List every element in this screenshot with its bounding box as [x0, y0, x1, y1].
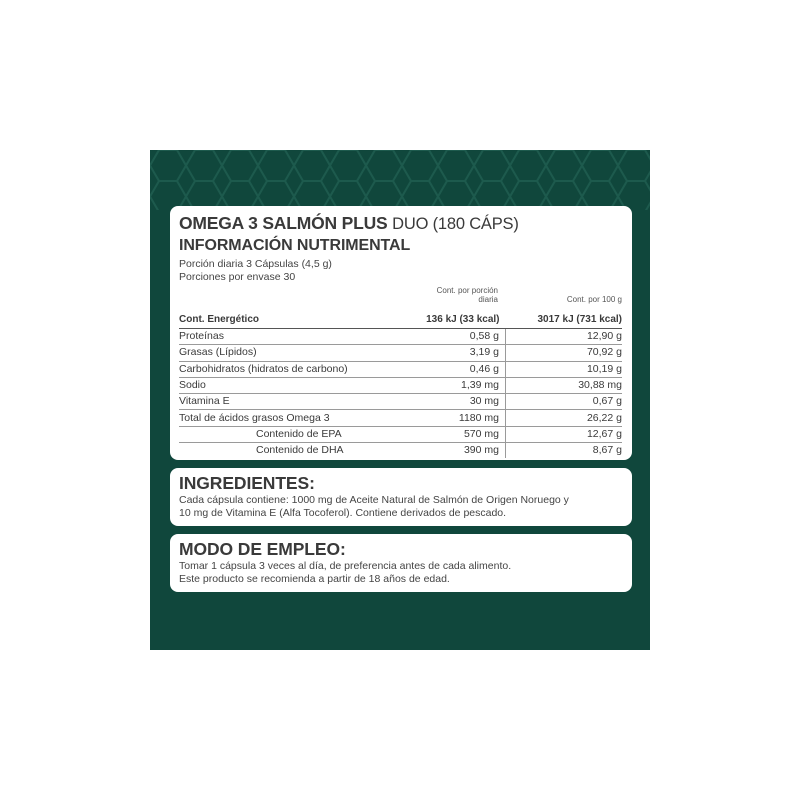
label-panel	[150, 150, 650, 650]
col-per-100: Cont. por 100 g	[566, 295, 622, 304]
row-per-100: 70,92 g	[506, 345, 623, 361]
servings-per-container: Porciones por envase 30	[179, 271, 296, 283]
row-per-serving: 3,19 g	[399, 345, 506, 361]
row-per-serving: 1,39 mg	[399, 377, 506, 393]
hexagon-pattern	[150, 150, 650, 210]
nutrition-title: INFORMACIÓN NUTRIMENTAL	[179, 237, 411, 254]
usage-card	[170, 534, 632, 592]
row-per-100: 3017 kJ (731 kcal)	[506, 311, 623, 329]
row-label: Sodio	[179, 377, 399, 393]
row-per-100: 0,67 g	[506, 394, 623, 410]
table-row	[179, 377, 622, 393]
table-row	[179, 394, 622, 410]
table-row	[179, 329, 622, 345]
ingredients-line-2: 10 mg de Vitamina E (Alfa Tocoferol). Contiene derivados de pescado.	[179, 507, 507, 519]
row-label: Proteínas	[179, 329, 399, 345]
ingredients-card	[170, 468, 632, 526]
table-row	[179, 443, 622, 459]
row-label: Contenido de EPA	[179, 426, 399, 442]
row-per-serving: 0,58 g	[399, 329, 506, 345]
row-per-serving: 570 mg	[399, 426, 506, 442]
row-per-100: 12,67 g	[506, 426, 623, 442]
nutrition-card	[170, 206, 632, 460]
row-per-serving: 0,46 g	[399, 361, 506, 377]
column-headers	[179, 284, 622, 311]
table-row	[179, 410, 622, 426]
table-row	[179, 361, 622, 377]
product-title	[179, 212, 622, 235]
row-per-100: 26,22 g	[506, 410, 623, 426]
row-per-100: 30,88 mg	[506, 377, 623, 393]
row-per-100: 10,19 g	[506, 361, 623, 377]
usage-line-2: Este producto se recomienda a partir de 18 años de edad.	[179, 573, 450, 585]
row-per-serving: 136 kJ (33 kcal)	[399, 311, 506, 329]
nutrition-table	[179, 311, 622, 458]
row-per-serving: 30 mg	[399, 394, 506, 410]
ingredients-title: INGREDIENTES:	[179, 473, 315, 493]
table-row	[179, 426, 622, 442]
serving-size: Porción diaria 3 Cápsulas (4,5 g)	[179, 258, 332, 270]
usage-title: MODO DE EMPLEO:	[179, 539, 346, 559]
col-per-serving: Cont. por porción diaria	[436, 286, 498, 304]
row-label: Total de ácidos grasos Omega 3	[179, 410, 399, 426]
product-name: OMEGA 3 SALMÓN PLUS	[179, 213, 388, 233]
table-row	[179, 345, 622, 361]
row-per-serving: 390 mg	[463, 444, 499, 457]
row-label: Contenido de DHA	[256, 444, 344, 457]
product-variant: DUO (180 CÁPS)	[392, 215, 519, 233]
usage-line-1: Tomar 1 cápsula 3 veces al día, de preferencia antes de cada alimento.	[179, 560, 512, 572]
row-label: Carbohidratos (hidratos de carbono)	[179, 361, 399, 377]
row-label: Cont. Energético	[179, 311, 399, 329]
row-label: Grasas (Lípidos)	[179, 345, 399, 361]
row-per-serving: 1180 mg	[399, 410, 506, 426]
row-per-100: 12,90 g	[506, 329, 623, 345]
table-row-energy	[179, 311, 622, 329]
row-per-100: 8,67 g	[506, 443, 623, 459]
row-label: Vitamina E	[179, 394, 399, 410]
ingredients-line-1: Cada cápsula contiene: 1000 mg de Aceite Natural de Salmón de Origen Noruego y	[179, 494, 569, 506]
